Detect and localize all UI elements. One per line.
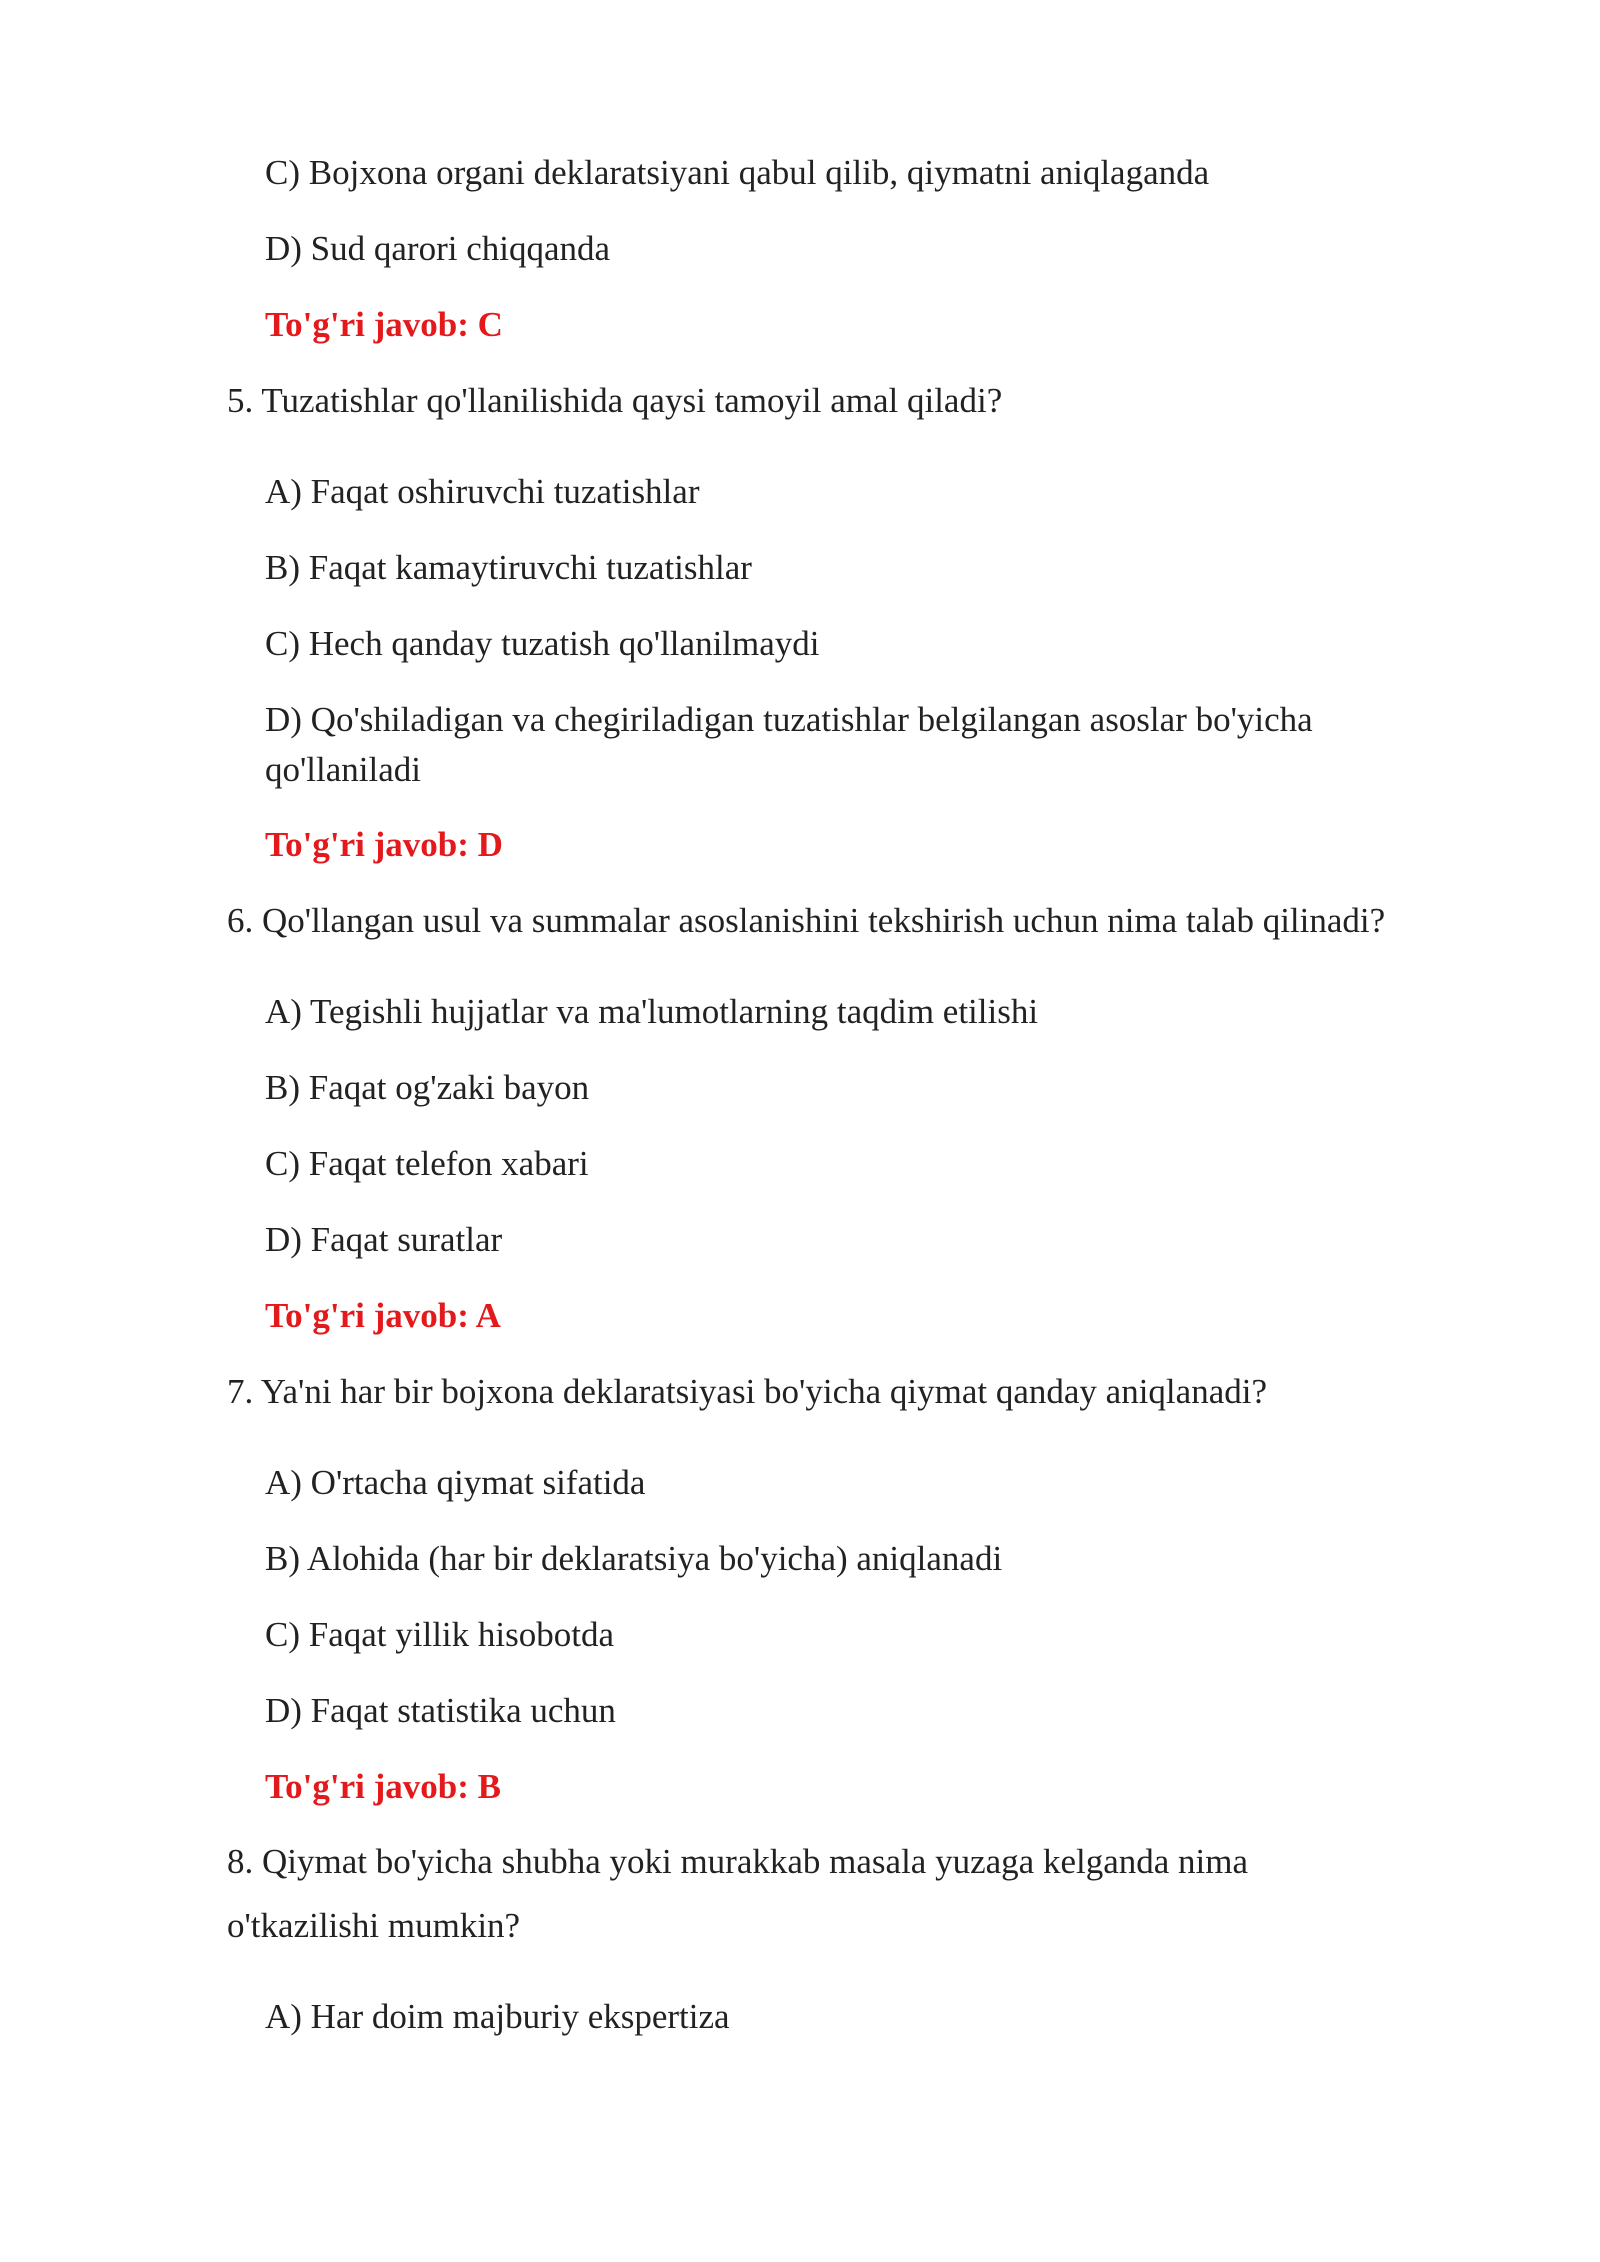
option-q7-b: B) Alohida (har bir deklaratsiya bo'yicha) aniqlanadi xyxy=(265,1539,1003,1578)
question-8-line-1: 8. Qiymat bo'yicha shubha yoki murakkab masala yuzaga kelganda nima xyxy=(227,1842,1248,1881)
option-q6-b: B) Faqat og'zaki bayon xyxy=(265,1068,590,1107)
option-q7-d: D) Faqat statistika uchun xyxy=(265,1691,616,1730)
option-q7-c: C) Faqat yillik hisobotda xyxy=(265,1615,615,1654)
option-q5-c: C) Hech qanday tuzatish qo'llanilmaydi xyxy=(265,624,820,663)
option-q4-d: D) Sud qarori chiqqanda xyxy=(265,229,611,268)
question-8-line-2: o'tkazilishi mumkin? xyxy=(227,1906,521,1945)
option-q7-a: A) O'rtacha qiymat sifatida xyxy=(265,1463,646,1502)
answer-q6: To'g'ri javob: A xyxy=(265,1296,501,1335)
option-q5-a: A) Faqat oshiruvchi tuzatishlar xyxy=(265,472,700,511)
option-q8-a: A) Har doim majburiy ekspertiza xyxy=(265,1997,730,2036)
answer-q7: To'g'ri javob: B xyxy=(265,1767,501,1806)
option-q5-b: B) Faqat kamaytiruvchi tuzatishlar xyxy=(265,548,752,587)
option-q4-c: C) Bojxona organi deklaratsiyani qabul qilib, qiymatni aniqlaganda xyxy=(265,153,1210,192)
option-q5-d: D) Qo'shiladigan va chegiriladigan tuzatishlar belgilangan asoslar bo'yicha qo'llaniladi xyxy=(265,700,1313,789)
question-7: 7. Ya'ni har bir bojxona deklaratsiyasi bo'yicha qiymat qanday aniqlanadi? xyxy=(227,1372,1267,1411)
option-q6-d: D) Faqat suratlar xyxy=(265,1220,503,1259)
question-5: 5. Tuzatishlar qo'llanilishida qaysi tamoyil amal qiladi? xyxy=(227,381,1003,420)
option-q6-a: A) Tegishli hujjatlar va ma'lumotlarning taqdim etilishi xyxy=(265,992,1039,1031)
question-6: 6. Qo'llangan usul va summalar asoslanishini tekshirish uchun nima talab qilinadi? xyxy=(227,901,1386,940)
answer-q4: To'g'ri javob: C xyxy=(265,305,503,344)
option-q6-c: C) Faqat telefon xabari xyxy=(265,1144,589,1183)
answer-q5: To'g'ri javob: D xyxy=(265,825,503,864)
